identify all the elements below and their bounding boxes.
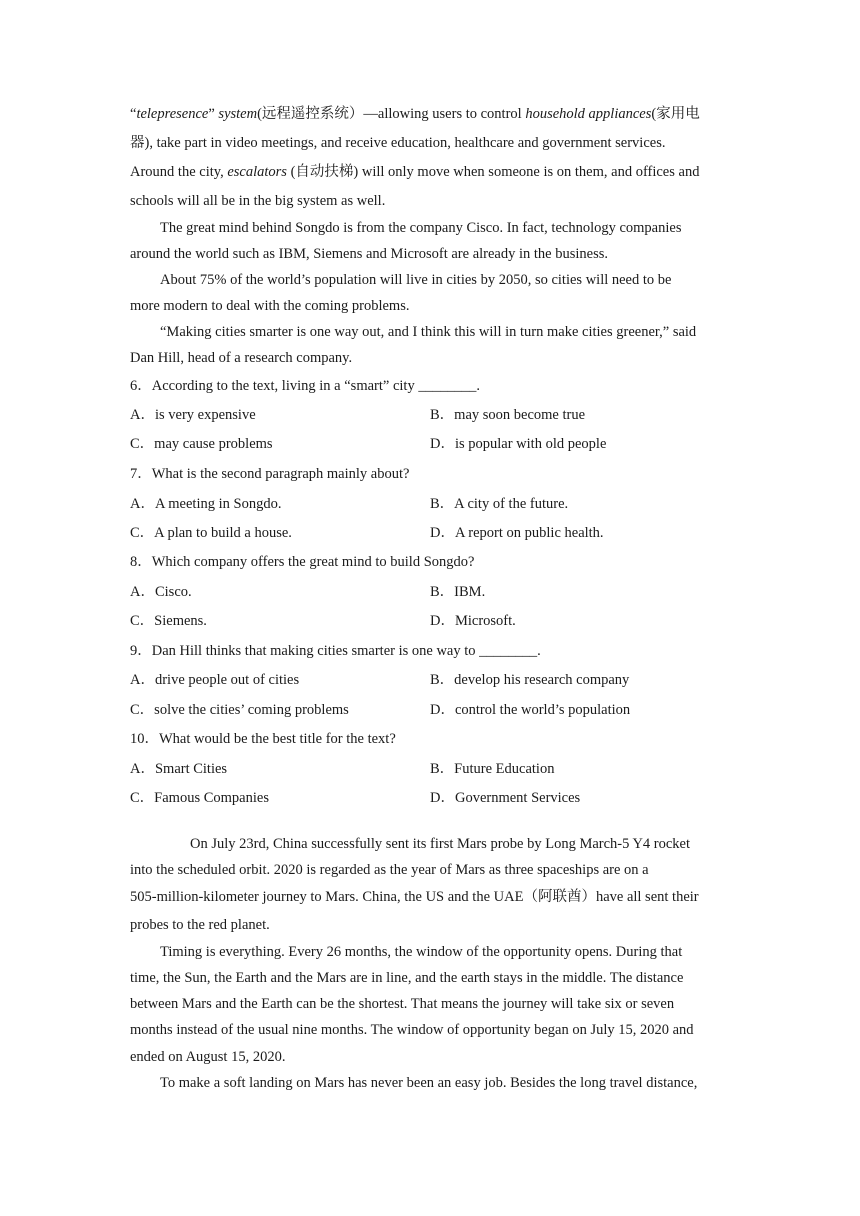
- option-a: A．drive people out of cities: [130, 672, 300, 688]
- passage1-line: “telepresence” system(远程遥控系统）—allowing users to control household appliances(家用电: [130, 106, 700, 122]
- option-d: D．is popular with old people: [430, 436, 607, 452]
- option-a: A．Smart Cities: [130, 761, 228, 777]
- option-b: B．may soon become true: [430, 407, 586, 423]
- passage1-paragraph-line: About 75% of the world’s population will live in cities by 2050, so cities will need to be: [160, 272, 672, 288]
- passage2-paragraph-line: 505-million-kilometer journey to Mars. China, the US and the UAE（阿联酋）have all sent their: [130, 889, 699, 905]
- passage2-paragraph-line: probes to the red planet.: [130, 917, 270, 933]
- passage2-paragraph-line: To make a soft landing on Mars has never been an easy job. Besides the long travel distance,: [160, 1075, 698, 1091]
- option-b: B．IBM.: [430, 584, 486, 600]
- passage1-paragraph-line: The great mind behind Songdo is from the company Cisco. In fact, technology companies: [160, 220, 682, 236]
- passage2-paragraph-line: months instead of the usual nine months. The window of opportunity began on July 15, 2020 and: [130, 1022, 694, 1038]
- passage2-paragraph-line: time, the Sun, the Earth and the Mars are in line, and the earth stays in the middle. The distance: [130, 970, 684, 986]
- passage1-paragraph-line: around the world such as IBM, Siemens and Microsoft are already in the business.: [130, 246, 608, 262]
- passage1-paragraph-line: more modern to deal with the coming problems.: [130, 298, 410, 314]
- option-a: A．A meeting in Songdo.: [130, 496, 282, 512]
- passage1-paragraph-line: “Making cities smarter is one way out, and I think this will in turn make cities greener,” said: [160, 324, 697, 340]
- option-a: A．is very expensive: [130, 407, 256, 423]
- option-d: D．A report on public health.: [430, 525, 604, 541]
- passage1-line: Around the city, escalators (自动扶梯) will only move when someone is on them, and offices and: [130, 164, 700, 180]
- option-c: C．Siemens.: [130, 613, 207, 629]
- option-c: C．Famous Companies: [130, 790, 269, 806]
- passage2-paragraph-line: ended on August 15, 2020.: [130, 1049, 286, 1065]
- passage2-paragraph-line: On July 23rd, China successfully sent its first Mars probe by Long March-5 Y4 rocket: [190, 836, 691, 852]
- option-c: C．solve the cities’ coming problems: [130, 702, 349, 718]
- option-b: B．Future Education: [430, 761, 555, 777]
- question-stem: 6．According to the text, living in a “smart” city ________.: [130, 378, 480, 394]
- option-c: C．may cause problems: [130, 436, 273, 452]
- option-b: B．develop his research company: [430, 672, 630, 688]
- passage2-paragraph-line: Timing is everything. Every 26 months, the window of the opportunity opens. During that: [160, 944, 683, 960]
- passage2-paragraph-line: into the scheduled orbit. 2020 is regarded as the year of Mars as three spaceships are on a: [130, 862, 649, 878]
- question-stem: 9．Dan Hill thinks that making cities smarter is one way to ________.: [130, 643, 541, 659]
- option-d: D．Government Services: [430, 790, 581, 806]
- option-c: C．A plan to build a house.: [130, 525, 292, 541]
- passage1-line: schools will all be in the big system as well.: [130, 193, 386, 209]
- question-stem: 7．What is the second paragraph mainly about?: [130, 466, 410, 482]
- question-stem: 10．What would be the best title for the text?: [130, 731, 396, 747]
- option-d: D．control the world’s population: [430, 702, 631, 718]
- option-a: A．Cisco.: [130, 584, 192, 600]
- passage2-paragraph-line: between Mars and the Earth can be the shortest. That means the journey will take six or seven: [130, 996, 675, 1012]
- passage1-paragraph-line: Dan Hill, head of a research company.: [130, 350, 353, 366]
- option-b: B．A city of the future.: [430, 496, 569, 512]
- question-stem: 8．Which company offers the great mind to build Songdo?: [130, 554, 475, 570]
- option-d: D．Microsoft.: [430, 613, 516, 629]
- passage1-line: 器), take part in video meetings, and receive education, healthcare and government services.: [130, 135, 666, 151]
